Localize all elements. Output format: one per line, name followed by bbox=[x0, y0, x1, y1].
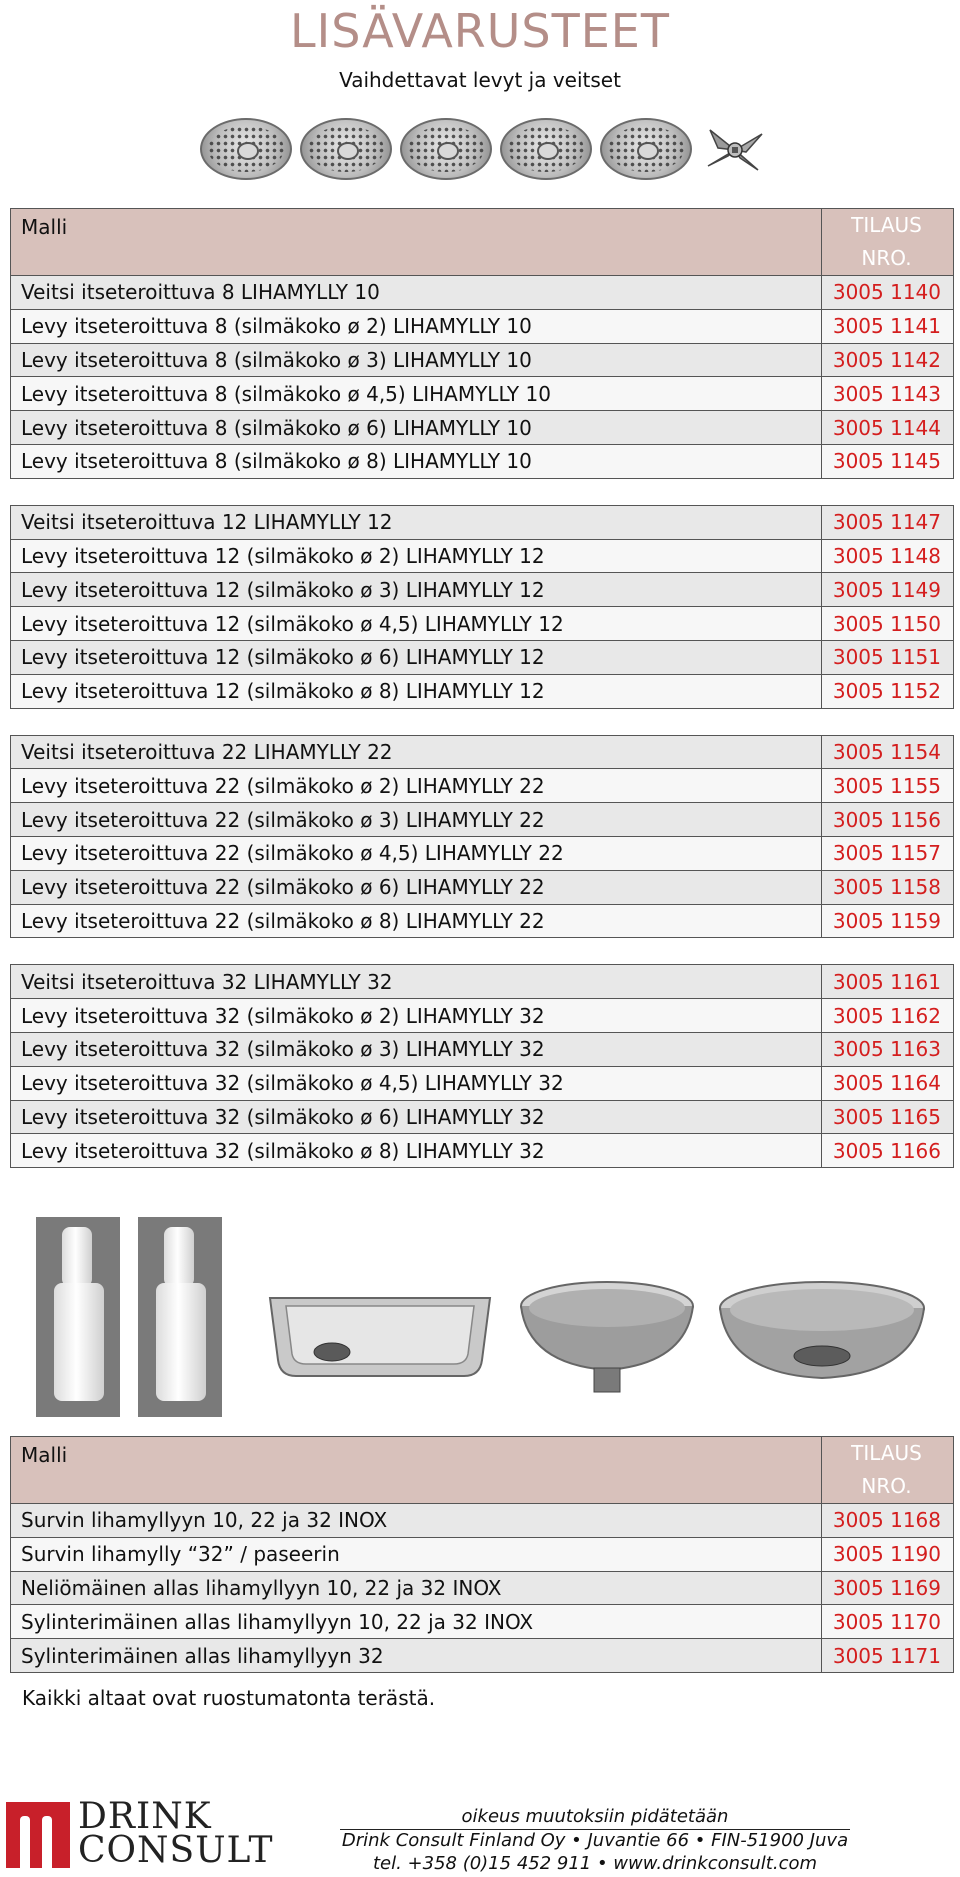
product-name: Veitsi itseteroittuva 8 LIHAMYLLY 10 bbox=[11, 276, 822, 310]
square-tray-image bbox=[260, 1290, 500, 1385]
order-number: 3005 1163 bbox=[822, 1032, 954, 1066]
table-row bbox=[11, 411, 954, 445]
table-row bbox=[11, 309, 954, 343]
order-number: 3005 1149 bbox=[822, 573, 954, 607]
footer-contact: tel. +358 (0)15 452 911 • www.drinkconsult.com bbox=[372, 1853, 818, 1874]
product-name: Levy itseteroittuva 32 (silmäkoko ø 4,5) LIHAMYLLY 32 bbox=[11, 1066, 822, 1100]
table-row bbox=[11, 836, 954, 870]
column-header-model: Malli bbox=[11, 209, 822, 276]
table-row bbox=[11, 343, 954, 377]
order-number: 3005 1156 bbox=[822, 803, 954, 837]
table-row bbox=[11, 965, 954, 999]
group-spacer bbox=[11, 938, 954, 965]
column-header-order-number bbox=[822, 1437, 954, 1504]
grinder-plate-image bbox=[400, 118, 492, 180]
table-row bbox=[11, 573, 954, 607]
table-row bbox=[11, 999, 954, 1033]
product-name: Neliömäinen allas lihamyllyyn 10, 22 ja 32 INOX bbox=[11, 1571, 822, 1605]
product-name: Levy itseteroittuva 32 (silmäkoko ø 2) LIHAMYLLY 32 bbox=[11, 999, 822, 1033]
product-name: Sylinterimäinen allas lihamyllyyn 32 bbox=[11, 1639, 822, 1673]
product-name: Levy itseteroittuva 8 (silmäkoko ø 8) LIHAMYLLY 10 bbox=[11, 444, 822, 478]
order-number: 3005 1164 bbox=[822, 1066, 954, 1100]
column-header-order-number bbox=[822, 209, 954, 276]
table-row bbox=[11, 735, 954, 769]
order-number: 3005 1157 bbox=[822, 836, 954, 870]
order-number: 3005 1158 bbox=[822, 870, 954, 904]
product-name: Levy itseteroittuva 22 (silmäkoko ø 2) LIHAMYLLY 22 bbox=[11, 769, 822, 803]
footer-address: Drink Consult Finland Oy • Juvantie 66 • FIN-51900 Juva bbox=[341, 1830, 849, 1851]
table-row bbox=[11, 539, 954, 573]
plates-knives-table bbox=[10, 208, 954, 1168]
page-subtitle: Vaihdettavat levyt ja veitset bbox=[339, 68, 621, 92]
table-row bbox=[11, 444, 954, 478]
cylindrical-tray-image bbox=[518, 1278, 696, 1408]
product-name: Levy itseteroittuva 12 (silmäkoko ø 8) LIHAMYLLY 12 bbox=[11, 674, 822, 708]
product-name: Levy itseteroittuva 12 (silmäkoko ø 3) LIHAMYLLY 12 bbox=[11, 573, 822, 607]
order-number: 3005 1151 bbox=[822, 640, 954, 674]
column-header-order-line1: TILAUS bbox=[851, 213, 922, 237]
table-row bbox=[11, 769, 954, 803]
plates-and-knife-image bbox=[200, 112, 780, 187]
order-number: 3005 1166 bbox=[822, 1134, 954, 1168]
order-number: 3005 1142 bbox=[822, 343, 954, 377]
footer-disclaimer: oikeus muutoksiin pidätetään bbox=[461, 1806, 729, 1827]
grinder-plate-image bbox=[500, 118, 592, 180]
logo-mark-icon bbox=[6, 1802, 70, 1868]
product-name: Levy itseteroittuva 8 (silmäkoko ø 4,5) LIHAMYLLY 10 bbox=[11, 377, 822, 411]
table-row bbox=[11, 1639, 954, 1673]
column-header-model: Malli bbox=[11, 1437, 822, 1504]
product-name: Levy itseteroittuva 8 (silmäkoko ø 6) LIHAMYLLY 10 bbox=[11, 411, 822, 445]
order-number: 3005 1140 bbox=[822, 276, 954, 310]
column-header-order-line2: NRO. bbox=[861, 1474, 912, 1498]
table-row bbox=[11, 1537, 954, 1571]
order-number: 3005 1169 bbox=[822, 1571, 954, 1605]
product-name: Levy itseteroittuva 8 (silmäkoko ø 2) LIHAMYLLY 10 bbox=[11, 309, 822, 343]
order-number: 3005 1159 bbox=[822, 904, 954, 938]
product-name: Levy itseteroittuva 8 (silmäkoko ø 3) LIHAMYLLY 10 bbox=[11, 343, 822, 377]
product-name: Survin lihamylly “32” / paseerin bbox=[11, 1537, 822, 1571]
table-row bbox=[11, 377, 954, 411]
product-name: Sylinterimäinen allas lihamyllyyn 10, 22 ja 32 INOX bbox=[11, 1605, 822, 1639]
order-number: 3005 1141 bbox=[822, 309, 954, 343]
table-row bbox=[11, 1100, 954, 1134]
table-row bbox=[11, 674, 954, 708]
product-name: Survin lihamyllyyn 10, 22 ja 32 INOX bbox=[11, 1504, 822, 1538]
table-header-row bbox=[11, 1437, 954, 1504]
table-row bbox=[11, 803, 954, 837]
table-row bbox=[11, 1066, 954, 1100]
table-row bbox=[11, 505, 954, 539]
product-name: Veitsi itseteroittuva 22 LIHAMYLLY 22 bbox=[11, 735, 822, 769]
cylindrical-tray-32-image bbox=[716, 1278, 928, 1408]
product-name: Levy itseteroittuva 32 (silmäkoko ø 8) LIHAMYLLY 32 bbox=[11, 1134, 822, 1168]
table-row bbox=[11, 1032, 954, 1066]
page-title: LISÄVARUSTEET bbox=[290, 4, 670, 58]
product-name: Levy itseteroittuva 12 (silmäkoko ø 4,5) LIHAMYLLY 12 bbox=[11, 607, 822, 641]
product-name: Levy itseteroittuva 22 (silmäkoko ø 3) LIHAMYLLY 22 bbox=[11, 803, 822, 837]
group-spacer bbox=[11, 708, 954, 735]
order-number: 3005 1161 bbox=[822, 965, 954, 999]
grinder-plate-image bbox=[300, 118, 392, 180]
product-name: Levy itseteroittuva 22 (silmäkoko ø 4,5) LIHAMYLLY 22 bbox=[11, 836, 822, 870]
group-spacer bbox=[11, 478, 954, 505]
grinder-plate-image bbox=[600, 118, 692, 180]
order-number: 3005 1150 bbox=[822, 607, 954, 641]
table-header-row bbox=[11, 209, 954, 276]
table-row bbox=[11, 870, 954, 904]
order-number: 3005 1190 bbox=[822, 1537, 954, 1571]
order-number: 3005 1152 bbox=[822, 674, 954, 708]
product-name: Veitsi itseteroittuva 32 LIHAMYLLY 32 bbox=[11, 965, 822, 999]
table-row bbox=[11, 276, 954, 310]
drink-consult-logo bbox=[6, 1796, 274, 1871]
product-name: Levy itseteroittuva 32 (silmäkoko ø 6) LIHAMYLLY 32 bbox=[11, 1100, 822, 1134]
table-row bbox=[11, 607, 954, 641]
order-number: 3005 1154 bbox=[822, 735, 954, 769]
order-number: 3005 1170 bbox=[822, 1605, 954, 1639]
order-number: 3005 1144 bbox=[822, 411, 954, 445]
order-number: 3005 1165 bbox=[822, 1100, 954, 1134]
order-number: 3005 1171 bbox=[822, 1639, 954, 1673]
table-row bbox=[11, 1504, 954, 1538]
pusher-image bbox=[36, 1217, 120, 1417]
product-name: Levy itseteroittuva 12 (silmäkoko ø 2) LIHAMYLLY 12 bbox=[11, 539, 822, 573]
column-header-order-line2: NRO. bbox=[861, 246, 912, 270]
column-header-order-line1: TILAUS bbox=[851, 1441, 922, 1465]
table-row bbox=[11, 1134, 954, 1168]
product-name: Veitsi itseteroittuva 12 LIHAMYLLY 12 bbox=[11, 505, 822, 539]
accessories-table bbox=[10, 1436, 954, 1673]
table-row bbox=[11, 640, 954, 674]
materials-note: Kaikki altaat ovat ruostumatonta terästä. bbox=[22, 1686, 436, 1710]
table-row bbox=[11, 1571, 954, 1605]
product-name: Levy itseteroittuva 12 (silmäkoko ø 6) LIHAMYLLY 12 bbox=[11, 640, 822, 674]
order-number: 3005 1147 bbox=[822, 505, 954, 539]
table-row bbox=[11, 904, 954, 938]
product-name: Levy itseteroittuva 32 (silmäkoko ø 3) LIHAMYLLY 32 bbox=[11, 1032, 822, 1066]
grinder-plate-image bbox=[200, 118, 292, 180]
order-number: 3005 1148 bbox=[822, 539, 954, 573]
order-number: 3005 1143 bbox=[822, 377, 954, 411]
product-name: Levy itseteroittuva 22 (silmäkoko ø 6) LIHAMYLLY 22 bbox=[11, 870, 822, 904]
order-number: 3005 1145 bbox=[822, 444, 954, 478]
order-number: 3005 1168 bbox=[822, 1504, 954, 1538]
logo-text-line1: DRINK bbox=[78, 1796, 212, 1837]
product-name: Levy itseteroittuva 22 (silmäkoko ø 8) LIHAMYLLY 22 bbox=[11, 904, 822, 938]
table-row bbox=[11, 1605, 954, 1639]
pusher-image bbox=[138, 1217, 222, 1417]
grinder-knife-image bbox=[700, 122, 770, 178]
logo-text-line2: CONSULT bbox=[78, 1830, 274, 1871]
order-number: 3005 1162 bbox=[822, 999, 954, 1033]
order-number: 3005 1155 bbox=[822, 769, 954, 803]
